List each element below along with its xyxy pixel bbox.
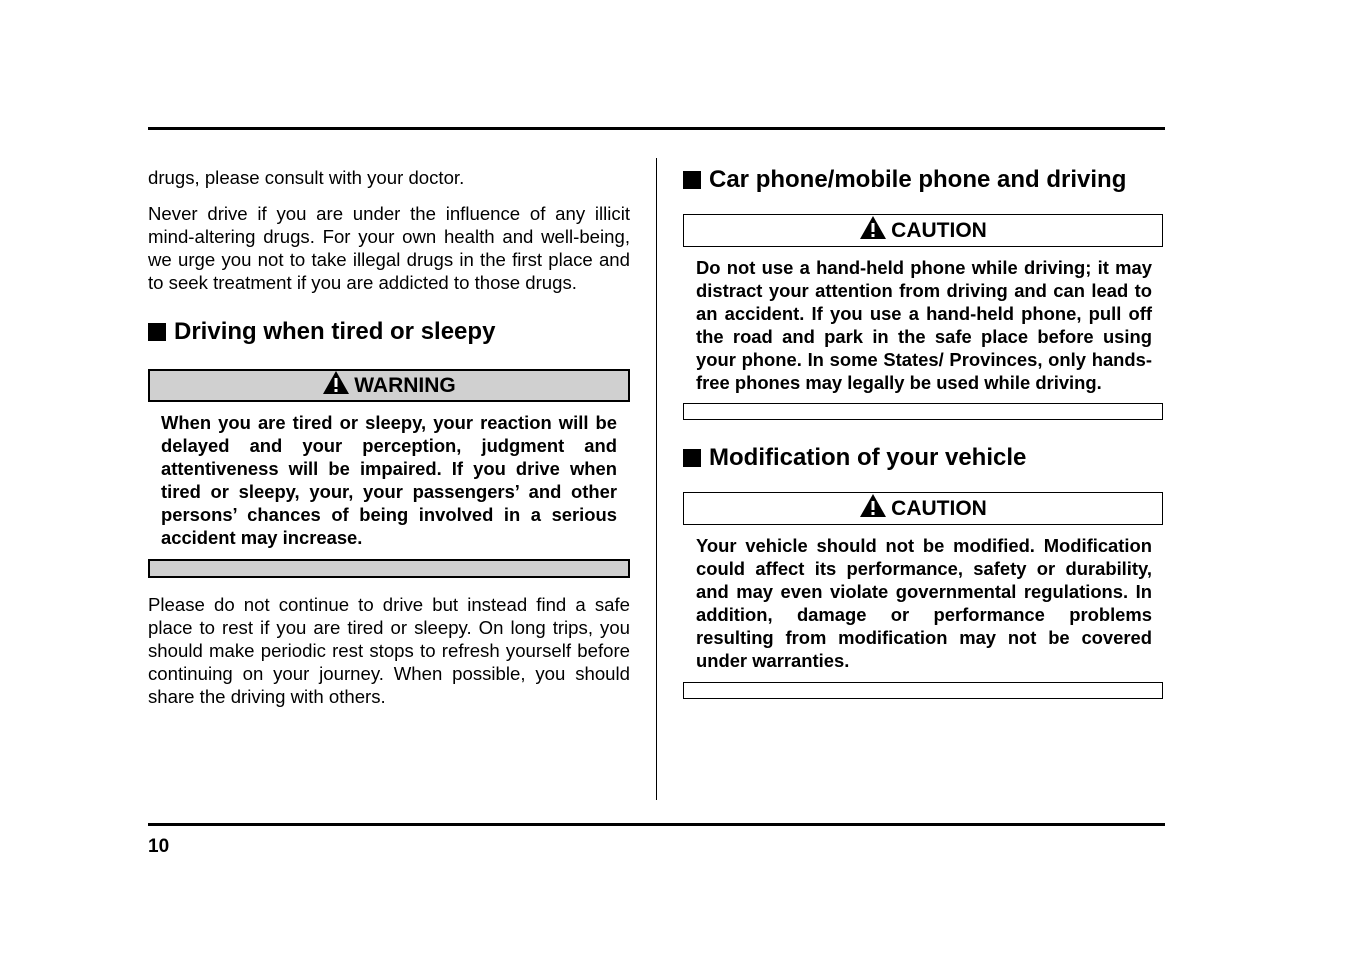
caution-text-modification: Your vehicle should not be modified. Modification could affect its performance, safety or durability, and may even violate governmental regulations. In addition, damage or performance problems resulting from modification may not be covered under warranties.: [696, 535, 1152, 671]
caution-text-phone: Do not use a hand-held phone while driving; it may distract your attention from driving and can lead to an accident. If you use a hand-held phone, pull off the road and park in the safe place before using your phone. In some States/ Provinces, only hands-free phones may legally be used while driving.: [696, 257, 1152, 393]
section-title-text: Driving when tired or sleepy: [174, 318, 496, 345]
left-column: [148, 166, 630, 708]
warning-text: When you are tired or sleepy, your reaction will be delayed and your perception, judgment and attentiveness will be impaired. If you drive when tired or sleepy, your, your passengers’ and other persons’ chances of being involved in a serious accident may increase.: [161, 412, 617, 548]
warning-triangle-icon: [859, 493, 887, 524]
footer-rule: [148, 823, 1165, 826]
caution-label: CAUTION: [891, 496, 987, 520]
page-number: 10: [148, 836, 170, 857]
right-column: [683, 166, 1163, 699]
paragraph-continued: drugs, please consult with your doctor.: [148, 167, 465, 188]
column-divider: [656, 158, 657, 800]
square-bullet-icon: [148, 323, 166, 341]
square-bullet-icon: [683, 449, 701, 467]
section-title-text: Modification of your vehicle: [709, 444, 1027, 472]
section-title-phone: [683, 166, 1163, 194]
paragraph-illicit-drugs: Never drive if you are under the influence of any illicit mind-altering drugs. For your own health and well-being, we urge you not to take illegal drugs in the first place and to seek treatment if you are addicted to those drugs.: [148, 203, 630, 293]
caution-box-footer-phone: [683, 403, 1163, 420]
caution-label: CAUTION: [891, 218, 987, 242]
section-title-tired: [148, 318, 630, 346]
caution-box-header-modification: [683, 492, 1163, 525]
header-rule: [148, 127, 1165, 130]
square-bullet-icon: [683, 171, 701, 189]
paragraph-rest: Please do not continue to drive but instead find a safe place to rest if you are tired or sleepy. On long trips, you should make periodic rest stops to refresh yourself before continuing on your journey. When possible, you should share the driving with others.: [148, 594, 630, 708]
warning-box-header: [148, 369, 630, 402]
caution-box-header-phone: [683, 214, 1163, 247]
warning-box-footer: [148, 559, 630, 578]
section-title-modification: [683, 444, 1163, 472]
warning-triangle-icon: [859, 215, 887, 246]
warning-label: WARNING: [354, 373, 456, 397]
warning-triangle-icon: [322, 370, 350, 401]
section-title-text: Car phone/mobile phone and driving: [709, 166, 1127, 193]
caution-box-footer-modification: [683, 682, 1163, 699]
